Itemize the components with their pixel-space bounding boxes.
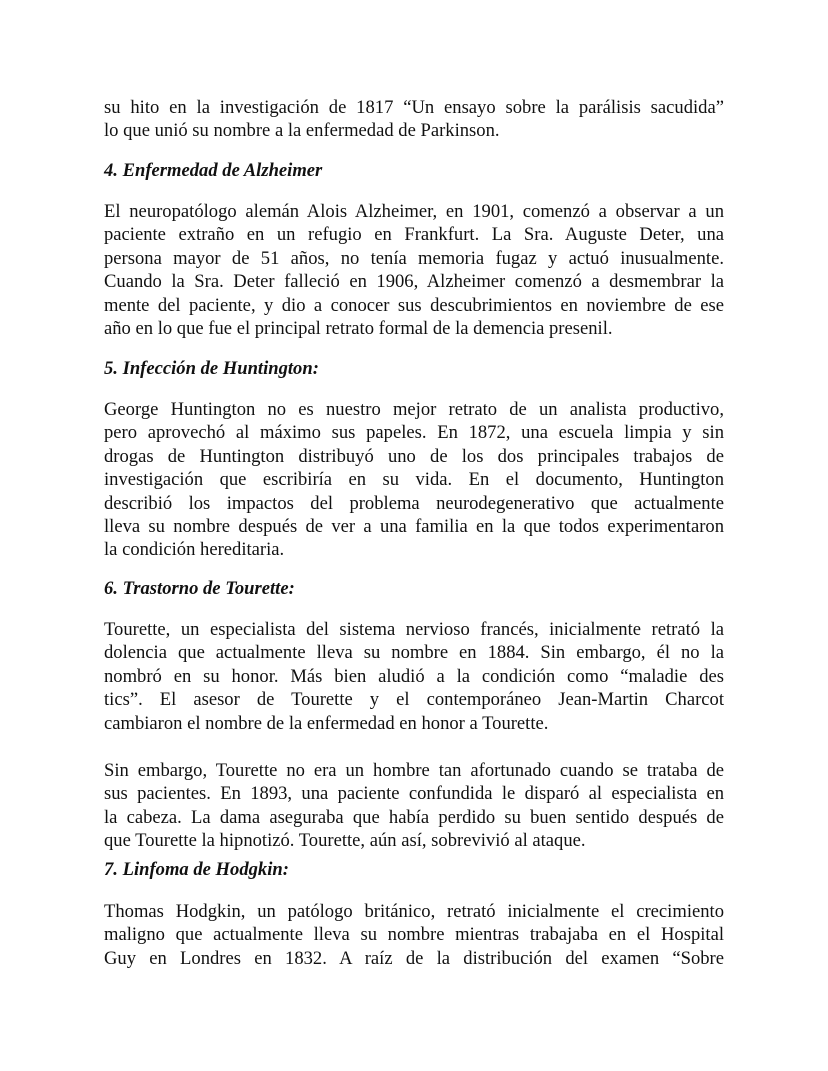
paragraph bbox=[104, 900, 724, 970]
text-line: Sin embargo, Tourette no era un hombre tan afortunado cuando se trataba de bbox=[104, 760, 724, 781]
text-line: la cabeza. La dama aseguraba que había perdido su buen sentido después de bbox=[104, 806, 724, 828]
text-line: paciente extraño en un refugio en Frankfurt. La Sra. Auguste Deter, una bbox=[104, 224, 724, 246]
text-line: que Tourette la hipnotizó. Tourette, aún así, sobrevivió al ataque. bbox=[104, 830, 586, 852]
text-line: pero aprovechó al máximo sus papeles. En 1872, una escuela limpia y sin bbox=[104, 422, 724, 444]
text-line: año en lo que fue el principal retrato formal de la demencia presenil. bbox=[104, 318, 613, 340]
text-line: sus pacientes. En 1893, una paciente confundida le disparó al especialista en bbox=[104, 783, 724, 805]
paragraph bbox=[104, 96, 724, 143]
text-line: dolencia que actualmente lleva su nombre en 1884. Sin embargo, él no la bbox=[104, 642, 724, 664]
text-line: tics”. El asesor de Tourette y el contemporáneo Jean-Martin Charcot bbox=[104, 689, 724, 711]
paragraph bbox=[104, 618, 724, 735]
text-line: Thomas Hodgkin, un patólogo británico, retrató inicialmente el crecimiento bbox=[104, 901, 724, 922]
text-line: investigación que escribiría en su vida. En el documento, Huntington bbox=[104, 469, 724, 491]
section-heading: 5. Infección de Huntington: bbox=[104, 358, 319, 379]
text-line: mente del paciente, y dio a conocer sus descubrimientos en noviembre de ese bbox=[104, 294, 724, 316]
text-line: Cuando la Sra. Deter falleció en 1906, Alzheimer comenzó a desmembrar la bbox=[104, 271, 724, 293]
paragraph bbox=[104, 759, 724, 853]
text-line: describió los impactos del problema neurodegenerativo que actualmente bbox=[104, 492, 724, 514]
text-line: maligno que actualmente lleva su nombre mientras trabajaba en el Hospital bbox=[104, 924, 724, 946]
section-heading: 7. Linfoma de Hodgkin: bbox=[104, 859, 289, 880]
text-line: cambiaron el nombre de la enfermedad en honor a Tourette. bbox=[104, 712, 549, 734]
section-heading: 6. Trastorno de Tourette: bbox=[104, 578, 295, 599]
text-line: persona mayor de 51 años, no tenía memoria fugaz y actuó inusualmente. bbox=[104, 247, 724, 269]
text-line: drogas de Huntington distribuyó uno de los dos principales trabajos de bbox=[104, 445, 724, 467]
text-line: la condición hereditaria. bbox=[104, 539, 285, 561]
text-line: Guy en Londres en 1832. A raíz de la distribución del examen “Sobre bbox=[104, 947, 724, 969]
text-line: George Huntington no es nuestro mejor retrato de un analista productivo, bbox=[104, 399, 724, 420]
text-line: El neuropatólogo alemán Alois Alzheimer, en 1901, comenzó a observar a un bbox=[104, 201, 724, 222]
text-line: lleva su nombre después de ver a una familia en la que todos experimentaron bbox=[104, 516, 724, 538]
text-line: nombró en su honor. Más bien aludió a la condición como “maladie des bbox=[104, 665, 724, 687]
section-heading: 4. Enfermedad de Alzheimer bbox=[104, 160, 323, 181]
text-line: lo que unió su nombre a la enfermedad de Parkinson. bbox=[104, 120, 500, 142]
text-line: Tourette, un especialista del sistema nervioso francés, inicialmente retrató la bbox=[104, 619, 724, 640]
paragraph bbox=[104, 398, 724, 562]
paragraph bbox=[104, 200, 724, 340]
text-line: su hito en la investigación de 1817 “Un ensayo sobre la parálisis sacudida” bbox=[104, 97, 724, 118]
